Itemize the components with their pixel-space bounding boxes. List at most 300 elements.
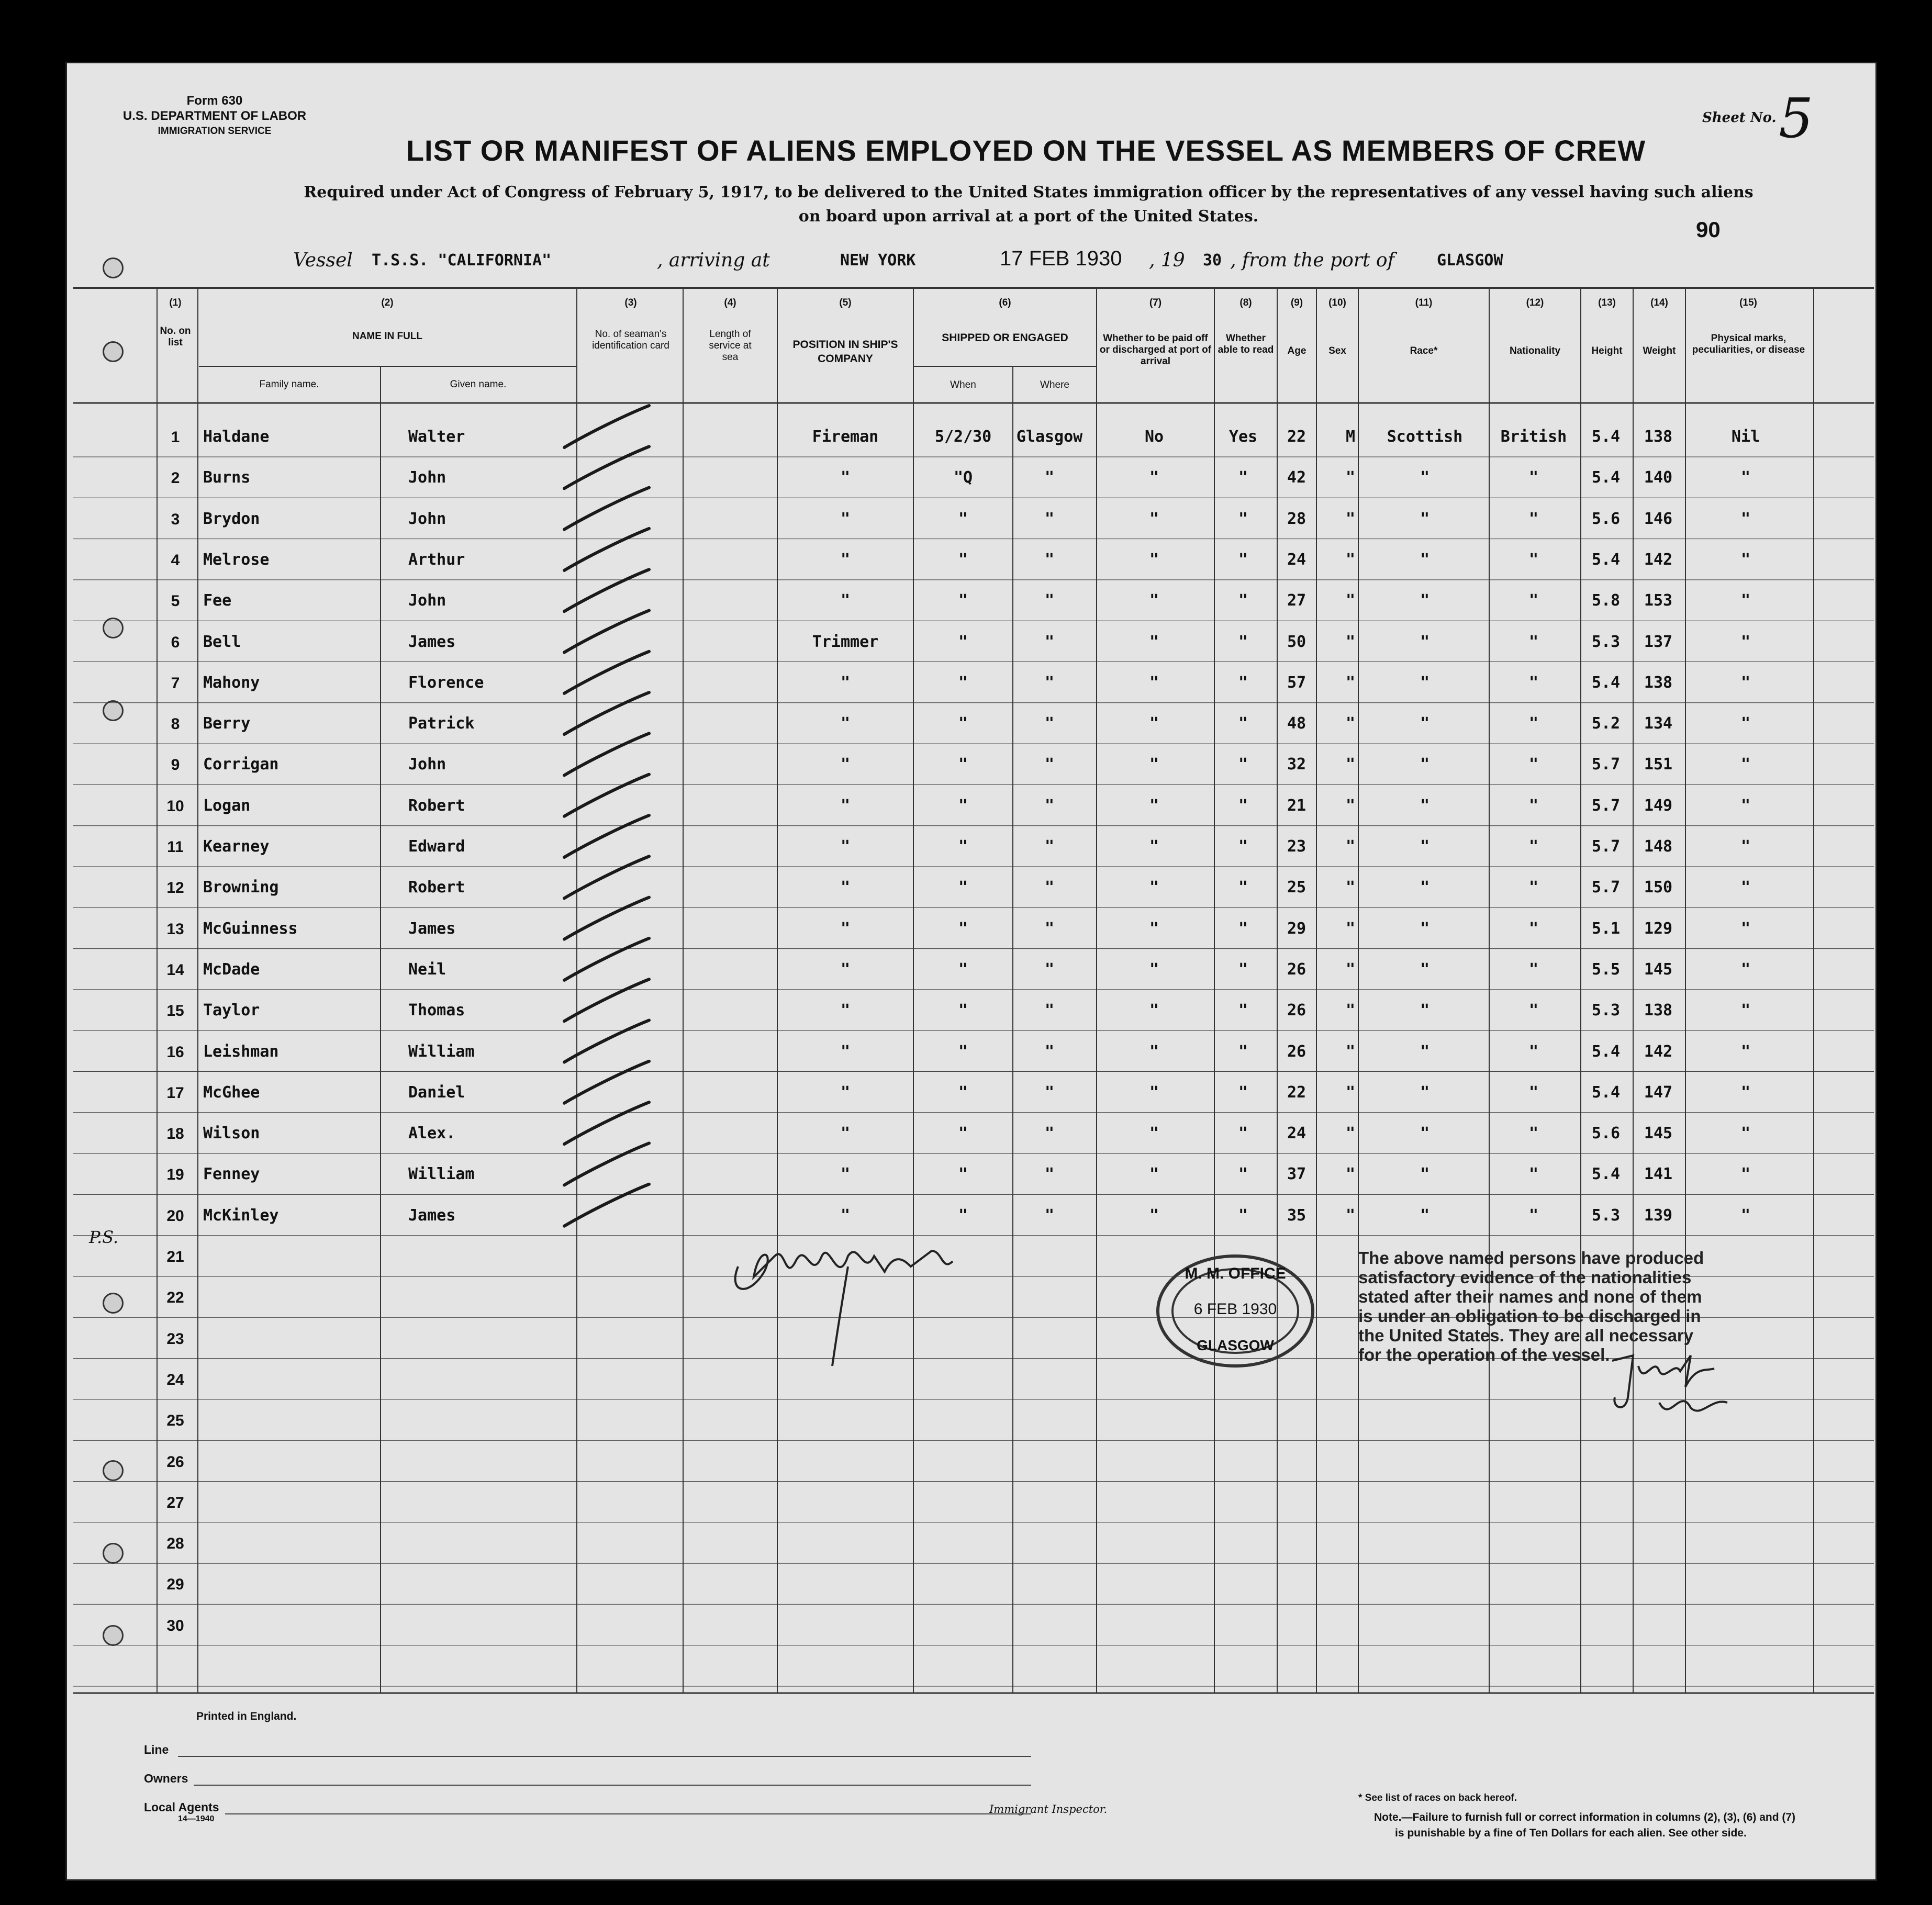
cell-position: "	[840, 550, 851, 569]
cell-when: "	[958, 919, 968, 938]
cell-paid-off: "	[1149, 509, 1159, 528]
cell-where: "	[1044, 591, 1055, 610]
cell-marks: "	[1740, 755, 1751, 774]
cell-family: Haldane	[203, 428, 270, 446]
cell-marks: "	[1740, 1083, 1751, 1102]
cell-read: "	[1238, 1042, 1248, 1061]
cell-age: 24	[1287, 1124, 1306, 1143]
card-check-mark	[564, 692, 649, 734]
year-label: , 19	[1149, 250, 1185, 271]
cell-race: "	[1420, 796, 1430, 815]
row-number: 19	[166, 1166, 184, 1184]
cell-nationality: "	[1528, 509, 1539, 528]
certification-line: the United States. They are all necessary	[1358, 1326, 1694, 1345]
col2-number: (2)	[381, 297, 394, 308]
cell-weight: 146	[1644, 509, 1673, 528]
line-label: Line	[144, 1743, 169, 1756]
cell-given: James	[408, 1206, 456, 1225]
cell-given: Patrick	[408, 714, 475, 733]
cell-marks: "	[1740, 837, 1751, 856]
cell-paid-off: "	[1149, 591, 1159, 610]
cell-age: 26	[1287, 960, 1306, 979]
cell-nationality: "	[1528, 673, 1539, 692]
printed-in: Printed in England.	[196, 1710, 297, 1722]
col4-label: Length of service at sea	[709, 329, 752, 363]
subtitle-line1: Required under Act of Congress of February 5, 1917, to be delivered to the United States immigration officer by the representatives of any vessel having such aliens	[304, 183, 1754, 201]
cell-family: McDade	[203, 960, 260, 979]
cell-height: 5.4	[1591, 1165, 1621, 1184]
cell-paid-off: "	[1149, 919, 1159, 938]
col11-label: Race*	[1410, 345, 1438, 356]
cell-weight: 147	[1644, 1083, 1673, 1102]
col4-number: (4)	[724, 297, 736, 308]
cell-paid-off: "	[1149, 960, 1159, 979]
cell-sex: "	[1345, 714, 1356, 733]
cell-age: 26	[1287, 1042, 1306, 1061]
col8-label: Whether able to read	[1218, 333, 1274, 355]
cell-height: 5.4	[1591, 1083, 1621, 1102]
cell-age: 57	[1287, 673, 1306, 692]
cell-age: 28	[1287, 509, 1306, 528]
row-number: 6	[171, 633, 180, 651]
cell-age: 23	[1287, 837, 1306, 856]
cell-read: "	[1238, 1165, 1248, 1184]
cell-sex: "	[1345, 1165, 1356, 1184]
department-name: U.S. DEPARTMENT OF LABOR	[122, 109, 307, 123]
cell-weight: 137	[1644, 632, 1673, 651]
cell-weight: 148	[1644, 837, 1673, 856]
cell-race: "	[1420, 468, 1430, 487]
cell-where: "	[1044, 468, 1055, 487]
col15-number: (15)	[1739, 297, 1757, 308]
cell-position: "	[840, 796, 851, 815]
cell-read: "	[1238, 960, 1248, 979]
cell-read: "	[1238, 837, 1248, 856]
cell-position: "	[840, 468, 851, 487]
cell-age: 27	[1287, 591, 1306, 610]
row-number: 20	[166, 1207, 184, 1225]
cell-height: 5.4	[1591, 673, 1621, 692]
cell-where: "	[1044, 632, 1055, 651]
cell-nationality: "	[1528, 550, 1539, 569]
cell-marks: "	[1740, 796, 1751, 815]
year-value: 30	[1203, 251, 1222, 270]
cell-sex: "	[1345, 468, 1356, 487]
cell-family: Kearney	[203, 837, 270, 856]
cell-height: 5.2	[1591, 714, 1621, 733]
cell-when: "	[958, 878, 968, 897]
stamp-bottom-text: GLASGOW	[1197, 1337, 1274, 1353]
cell-family: Burns	[203, 468, 251, 487]
cell-read: "	[1238, 1083, 1248, 1102]
card-check-mark	[564, 856, 649, 898]
cell-when: "	[958, 714, 968, 733]
cell-height: 5.7	[1591, 755, 1621, 774]
certification-text	[1358, 1248, 1704, 1364]
cell-weight: 142	[1644, 550, 1673, 569]
cell-position: "	[840, 1042, 851, 1061]
row-number: 29	[166, 1576, 184, 1594]
cell-race: "	[1420, 755, 1430, 774]
cell-sex: "	[1345, 550, 1356, 569]
cell-height: 5.5	[1591, 960, 1621, 979]
owners-blank	[194, 1785, 1031, 1786]
cell-nationality: "	[1528, 1042, 1539, 1061]
penalty-note-line1: Note.—Failure to furnish full or correct information in columns (2), (3), (6) and (7)	[1374, 1811, 1796, 1823]
cell-race: "	[1420, 509, 1430, 528]
vessel-label: Vessel	[293, 250, 353, 271]
cell-height: 5.6	[1591, 1124, 1621, 1143]
cell-race: "	[1420, 878, 1430, 897]
cell-paid-off: "	[1149, 878, 1159, 897]
cell-race: "	[1420, 1001, 1430, 1020]
given-name-header: Given name.	[450, 379, 507, 390]
row-number: 2	[171, 469, 180, 487]
cell-nationality: "	[1528, 960, 1539, 979]
cell-weight: 134	[1644, 714, 1673, 733]
cell-position: "	[840, 1165, 851, 1184]
card-check-mark	[564, 1143, 649, 1185]
cell-paid-off: "	[1149, 1206, 1159, 1225]
cell-when: "	[958, 1165, 968, 1184]
cell-race: "	[1420, 632, 1430, 651]
cell-read: "	[1238, 878, 1248, 897]
cell-height: 5.7	[1591, 878, 1621, 897]
cell-height: 5.1	[1591, 919, 1621, 938]
row-number: 22	[166, 1289, 184, 1307]
cell-weight: 129	[1644, 919, 1673, 938]
cell-when: "	[958, 1001, 968, 1020]
cell-height: 5.3	[1591, 1001, 1621, 1020]
cell-where: "	[1044, 509, 1055, 528]
cell-position: "	[840, 673, 851, 692]
cell-sex: "	[1345, 919, 1356, 938]
row-number: 8	[171, 715, 180, 733]
cell-where: "	[1044, 960, 1055, 979]
cell-family: Taylor	[203, 1001, 260, 1020]
cell-nationality: "	[1528, 632, 1539, 651]
cell-nationality: "	[1528, 1001, 1539, 1020]
cell-weight: 145	[1644, 960, 1673, 979]
cell-race: "	[1420, 837, 1430, 856]
card-check-mark	[564, 979, 649, 1021]
cell-weight: 141	[1644, 1165, 1673, 1184]
office-stamp	[1154, 1253, 1316, 1369]
col1-label: No. on list	[160, 326, 191, 348]
cell-where: "	[1044, 1001, 1055, 1020]
cell-race: "	[1420, 960, 1430, 979]
cell-read: "	[1238, 632, 1248, 651]
col3-number: (3)	[624, 297, 637, 308]
cell-when: "	[958, 755, 968, 774]
cell-nationality: British	[1500, 428, 1567, 446]
cell-height: 5.3	[1591, 632, 1621, 651]
cell-read: "	[1238, 714, 1248, 733]
cell-nationality: "	[1528, 714, 1539, 733]
cell-paid-off: "	[1149, 755, 1159, 774]
cell-position: "	[840, 919, 851, 938]
races-note: * See list of races on back hereof.	[1358, 1792, 1517, 1803]
cell-weight: 138	[1644, 1001, 1673, 1020]
cell-weight: 142	[1644, 1042, 1673, 1061]
cell-family: Mahony	[203, 673, 260, 692]
cell-race: "	[1420, 1124, 1430, 1143]
row-number: 21	[166, 1248, 184, 1265]
cell-given: James	[408, 919, 456, 938]
cell-weight: 149	[1644, 796, 1673, 815]
cell-nationality: "	[1528, 1206, 1539, 1225]
cell-family: Fenney	[203, 1165, 260, 1184]
cell-when: "	[958, 550, 968, 569]
cell-age: 32	[1287, 755, 1306, 774]
subtitle-line2: on board upon arrival at a port of the United States.	[798, 207, 1259, 226]
row-number: 18	[166, 1125, 184, 1143]
cell-read: "	[1238, 755, 1248, 774]
cell-marks: "	[1740, 1165, 1751, 1184]
line-blank	[178, 1756, 1031, 1757]
cell-given: Thomas	[408, 1001, 465, 1020]
cell-position: "	[840, 878, 851, 897]
cell-marks: "	[1740, 509, 1751, 528]
row-number: 26	[166, 1453, 184, 1471]
cell-when: "	[958, 591, 968, 610]
cell-when: "	[958, 1206, 968, 1225]
col10-number: (10)	[1328, 297, 1346, 308]
inspector-label: Immigrant Inspector.	[989, 1803, 1108, 1816]
cell-sex: "	[1345, 837, 1356, 856]
cell-sex: "	[1345, 632, 1356, 651]
cell-race: "	[1420, 1042, 1430, 1061]
cell-marks: "	[1740, 591, 1751, 610]
cell-when: 5/2/30	[934, 428, 992, 446]
cell-paid-off: "	[1149, 468, 1159, 487]
cell-family: Brydon	[203, 509, 260, 528]
cell-marks: "	[1740, 1206, 1751, 1225]
cell-age: 35	[1287, 1206, 1306, 1225]
cell-sex: "	[1345, 796, 1356, 815]
col12-label: Nationality	[1509, 345, 1561, 356]
cell-read: "	[1238, 1124, 1248, 1143]
cell-read: "	[1238, 673, 1248, 692]
owners-label: Owners	[144, 1772, 188, 1785]
cell-paid-off: "	[1149, 714, 1159, 733]
cell-when: "	[958, 1083, 968, 1102]
cell-paid-off: "	[1149, 796, 1159, 815]
cell-height: 5.6	[1591, 509, 1621, 528]
cell-height: 5.4	[1591, 428, 1621, 446]
cell-marks: Nil	[1731, 428, 1760, 446]
cell-position: "	[840, 837, 851, 856]
cell-family: Corrigan	[203, 755, 279, 774]
cell-given: Daniel	[408, 1083, 465, 1102]
cell-paid-off: "	[1149, 632, 1159, 651]
card-check-mark	[564, 1061, 649, 1103]
cell-age: 24	[1287, 550, 1306, 569]
row-number: 17	[166, 1084, 184, 1102]
row-number: 7	[171, 674, 180, 692]
cell-read: "	[1238, 591, 1248, 610]
cell-race: "	[1420, 591, 1430, 610]
cell-position: "	[840, 1001, 851, 1020]
cell-weight: 150	[1644, 878, 1673, 897]
cell-family: McKinley	[203, 1206, 279, 1225]
cell-race: "	[1420, 1165, 1430, 1184]
cell-when: "	[958, 960, 968, 979]
col12-number: (12)	[1526, 297, 1544, 308]
cell-height: 5.8	[1591, 591, 1621, 610]
cell-race: "	[1420, 919, 1430, 938]
cell-when: "	[958, 673, 968, 692]
cell-given: Robert	[408, 878, 465, 897]
local-agents-label: Local Agents	[144, 1800, 219, 1814]
row-number: 23	[166, 1330, 184, 1348]
cell-height: 5.7	[1591, 796, 1621, 815]
cell-paid-off: "	[1149, 1042, 1159, 1061]
cell-age: 42	[1287, 468, 1306, 487]
cell-given: Florence	[408, 673, 484, 692]
cell-height: 5.4	[1591, 550, 1621, 569]
cell-height: 5.4	[1591, 1042, 1621, 1061]
cell-position: "	[840, 714, 851, 733]
cell-marks: "	[1740, 960, 1751, 979]
sheet-label: Sheet No.	[1702, 110, 1777, 126]
cell-nationality: "	[1528, 468, 1539, 487]
cell-weight: 145	[1644, 1124, 1673, 1143]
card-check-mark	[564, 406, 649, 447]
card-check-mark	[564, 815, 649, 857]
cell-where: "	[1044, 755, 1055, 774]
row-number: 28	[166, 1535, 184, 1553]
cell-race: "	[1420, 1083, 1430, 1102]
cell-race: "	[1420, 550, 1430, 569]
cell-age: 29	[1287, 919, 1306, 938]
card-check-mark	[564, 1021, 649, 1062]
cell-given: Alex.	[408, 1124, 456, 1143]
cell-paid-off: "	[1149, 1001, 1159, 1020]
cell-marks: "	[1740, 468, 1751, 487]
cell-height: 5.4	[1591, 468, 1621, 487]
cell-read: "	[1238, 550, 1248, 569]
cell-given: Walter	[408, 428, 465, 446]
cell-where: "	[1044, 878, 1055, 897]
certification-line: The above named persons have produced	[1358, 1248, 1704, 1268]
cell-sex: "	[1345, 755, 1356, 774]
cell-marks: "	[1740, 550, 1751, 569]
cell-where: "	[1044, 1165, 1055, 1184]
cell-where: Glasgow	[1016, 428, 1083, 446]
cell-position: "	[840, 1124, 851, 1143]
col5-number: (5)	[839, 297, 852, 308]
cell-age: 22	[1287, 428, 1306, 446]
cell-nationality: "	[1528, 796, 1539, 815]
cell-given: William	[408, 1042, 475, 1061]
cell-sex: "	[1345, 509, 1356, 528]
cell-paid-off: "	[1149, 1083, 1159, 1102]
cell-age: 48	[1287, 714, 1306, 733]
cell-marks: "	[1740, 632, 1751, 651]
col14-number: (14)	[1650, 297, 1668, 308]
cell-given: John	[408, 509, 446, 528]
sheet-number: 5	[1779, 86, 1814, 150]
cell-given: John	[408, 468, 446, 487]
cell-sex: "	[1345, 1001, 1356, 1020]
cell-family: McGuinness	[203, 919, 298, 938]
cell-when: "	[958, 632, 968, 651]
cell-marks: "	[1740, 1124, 1751, 1143]
card-check-mark	[564, 898, 649, 939]
where-header: Where	[1040, 379, 1069, 390]
cell-marks: "	[1740, 878, 1751, 897]
cell-when: "	[958, 1042, 968, 1061]
col15-label: Physical marks, peculiarities, or disease	[1692, 333, 1805, 355]
cell-when: "	[958, 837, 968, 856]
col13-number: (13)	[1598, 297, 1616, 308]
cell-age: 37	[1287, 1165, 1306, 1184]
arriving-label: , arriving at	[657, 250, 770, 271]
cell-read: "	[1238, 1206, 1248, 1225]
cell-position: "	[840, 509, 851, 528]
cell-when: "	[958, 509, 968, 528]
card-check-mark	[564, 569, 649, 611]
cell-position: "	[840, 755, 851, 774]
cell-paid-off: "	[1149, 1165, 1159, 1184]
cell-marks: "	[1740, 673, 1751, 692]
col9-label: Age	[1287, 345, 1306, 356]
col6-label: SHIPPED OR ENGAGED	[942, 332, 1068, 344]
row-number: 9	[171, 756, 180, 774]
row-number: 25	[166, 1412, 184, 1430]
row-number: 13	[166, 920, 184, 938]
cell-given: Robert	[408, 796, 465, 815]
cell-family: McGhee	[203, 1083, 260, 1102]
cell-age: 50	[1287, 632, 1306, 651]
cell-paid-off: No	[1144, 428, 1164, 446]
col10-label: Sex	[1328, 345, 1346, 356]
cell-family: Wilson	[203, 1124, 260, 1143]
col7-label: Whether to be paid off or discharged at port of arrival	[1099, 333, 1212, 367]
vessel-name: T.S.S. "CALIFORNIA"	[372, 251, 552, 270]
cell-where: "	[1044, 673, 1055, 692]
cell-nationality: "	[1528, 1083, 1539, 1102]
cell-sex: "	[1345, 878, 1356, 897]
cell-where: "	[1044, 714, 1055, 733]
cell-marks: "	[1740, 1042, 1751, 1061]
cell-nationality: "	[1528, 755, 1539, 774]
cell-when: "	[958, 796, 968, 815]
cell-family: Berry	[203, 714, 251, 733]
cell-read: "	[1238, 1001, 1248, 1020]
certification-line: stated after their names and none of them	[1358, 1287, 1702, 1306]
stamp-date: 6 FEB 1930	[1193, 1301, 1277, 1318]
cell-given: William	[408, 1165, 475, 1184]
cell-nationality: "	[1528, 1124, 1539, 1143]
cell-family: Bell	[203, 632, 241, 651]
col1-number: (1)	[169, 297, 182, 308]
cell-position: Fireman	[812, 428, 879, 446]
cell-position: Trimmer	[812, 632, 879, 651]
col9-number: (9)	[1290, 297, 1303, 308]
cell-age: 25	[1287, 878, 1306, 897]
cell-sex: "	[1345, 591, 1356, 610]
card-check-mark	[564, 611, 649, 653]
cell-age: 21	[1287, 796, 1306, 815]
row-number: 1	[171, 429, 180, 446]
card-check-mark	[564, 446, 649, 488]
col13-label: Height	[1591, 345, 1623, 356]
row-number: 16	[166, 1043, 184, 1061]
row-number: 27	[166, 1494, 184, 1511]
col11-number: (11)	[1415, 297, 1433, 308]
